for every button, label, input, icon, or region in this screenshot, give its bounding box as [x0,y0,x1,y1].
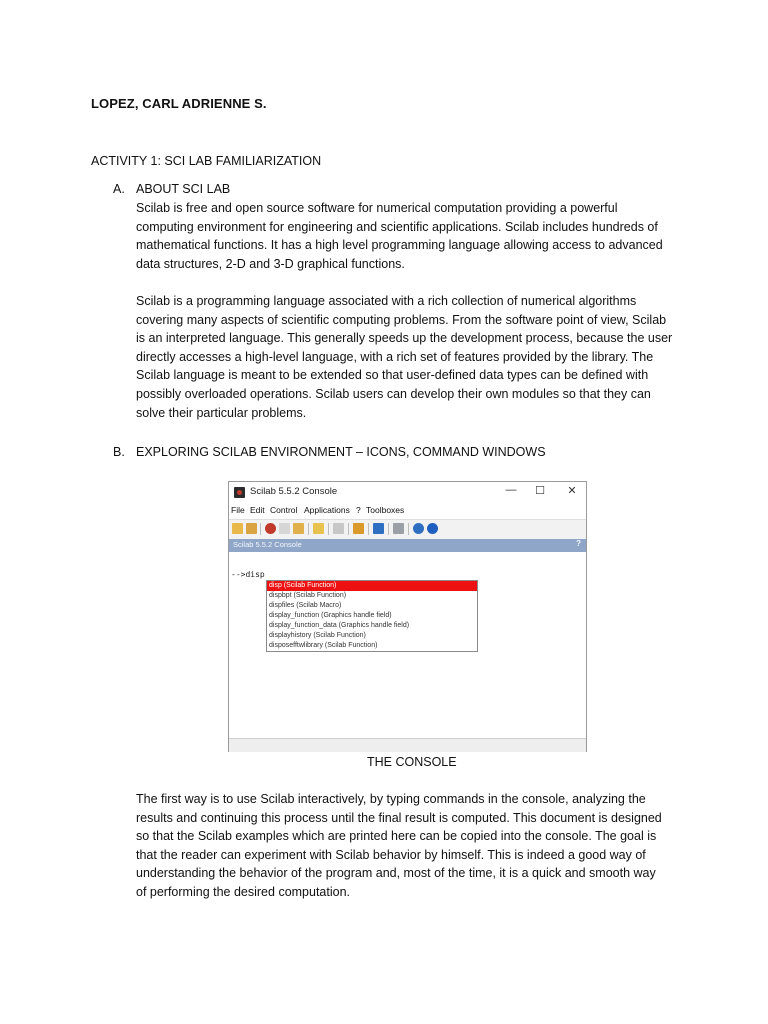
menu-toolboxes[interactable]: Toolboxes [366,505,405,515]
text-line: Scilab language is meant to be extended so that user-defined data types can be defined with [136,368,649,383]
toolbar-separator [408,523,409,535]
console-panel-header [229,539,586,552]
text-line: so that the Scilab examples which are printed here can be copied into the console. The goal is [136,829,657,844]
maximize-button[interactable]: ☐ [535,485,545,497]
text-line: The first way is to use Scilab interactively, by typing commands in the console, analyzing the [136,792,646,806]
completion-popup [266,580,478,652]
menu-help[interactable]: ? [356,505,361,515]
author-name: LOPEZ, CARL ADRIENNE S. [91,96,267,111]
toolbar [229,519,586,540]
toolbar-separator [260,523,261,535]
section-a-paragraph-1 [136,199,676,273]
minimize-button[interactable]: — [505,484,517,496]
completion-item[interactable]: displayhistory (Scilab Function) [269,632,366,639]
scilab-console-window [228,481,587,752]
section-b-title: EXPLORING SCILAB ENVIRONMENT – ICONS, COMMAND WINDOWS [136,445,546,459]
print-icon[interactable] [333,523,344,534]
menu-file[interactable]: File [231,505,245,515]
change-directory-icon[interactable] [313,523,324,534]
new-script-icon[interactable] [232,523,243,534]
completion-item[interactable]: display_function (Graphics handle field) [269,612,392,619]
text-line: of performing the desired computation. [136,884,351,899]
activity-title: ACTIVITY 1: SCI LAB FAMILIARIZATION [91,154,322,168]
console-area[interactable] [229,552,586,738]
status-bar [229,738,586,752]
preferences-icon[interactable] [393,523,404,534]
text-line: is an interpreted language. This generally speeds up the development process, because the user [136,331,673,346]
paste-icon[interactable] [293,523,304,534]
window-title: Scilab 5.5.2 Console [250,486,338,497]
toolbar-separator [388,523,389,535]
closing-paragraph [136,790,676,902]
scilab-app-icon [234,487,245,498]
clear-console-icon[interactable] [353,523,364,534]
figure-caption: THE CONSOLE [367,755,457,769]
completion-item[interactable]: dispfiles (Scilab Macro) [269,602,342,609]
menu-control[interactable]: Control [270,505,298,515]
help-icon[interactable] [427,523,438,534]
command-prompt[interactable]: -->disp [231,570,265,579]
text-line: mathematical functions. It has a high level programming language allowing access to advanced [136,238,663,253]
section-a-marker: A. [113,182,125,196]
scinotes-icon[interactable] [373,523,384,534]
text-line: covering many aspects of scientific computing problems. From the software point of view, Scilab [136,312,667,327]
text-line: data structures, 2-D and 3-D graphical functions. [136,256,405,271]
completion-item[interactable]: dispbpt (Scilab Function) [269,592,347,599]
completion-item[interactable]: display_function_data (Graphics handle field) [269,622,410,629]
menu-applications[interactable]: Applications [304,505,350,515]
toolbar-separator [328,523,329,535]
title-bar[interactable] [229,482,586,504]
text-line: solve their particular problems. [136,405,307,420]
text-line: directly accesses a high-level language, with a rich set of features provided by the library. The [136,349,654,364]
copy-icon[interactable] [279,523,290,534]
text-line: that the reader can experiment with Scilab behavior by himself. This is indeed a good way of [136,847,646,862]
toolbar-separator [308,523,309,535]
text-line: Scilab is a programming language associated with a rich collection of numerical algorithms [136,294,637,308]
text-line: results and continuing this process until the final result is computed. This document is designed [136,810,662,825]
section-a-title: ABOUT SCI LAB [136,182,231,196]
section-a-paragraph-2 [136,292,676,422]
text-line: computing environment for engineering and scientific applications. Scilab includes hundreds of [136,219,658,234]
toolbar-separator [348,523,349,535]
console-panel-title: Scilab 5.5.2 Console [233,540,302,549]
completion-item-selected[interactable]: disp (Scilab Function) [267,581,477,591]
menu-bar [229,504,586,518]
open-folder-icon[interactable] [246,523,257,534]
atoms-icon[interactable] [413,523,424,534]
section-b-marker: B. [113,445,125,459]
close-button[interactable]: ✕ [567,485,577,497]
text-line: possibly overloaded operations. Scilab users can develop their own modules so that they can [136,386,651,401]
completion-item[interactable]: disposefftwlibrary (Scilab Function) [269,642,378,649]
text-line: understanding the behavior of the program and, most of the time, it is a quick and smooth way [136,866,656,881]
toolbar-separator [368,523,369,535]
text-line: Scilab is free and open source software for numerical computation providing a powerful [136,201,618,215]
cut-icon[interactable] [265,523,276,534]
menu-edit[interactable]: Edit [250,505,265,515]
panel-help-button[interactable]: ? [576,539,581,548]
